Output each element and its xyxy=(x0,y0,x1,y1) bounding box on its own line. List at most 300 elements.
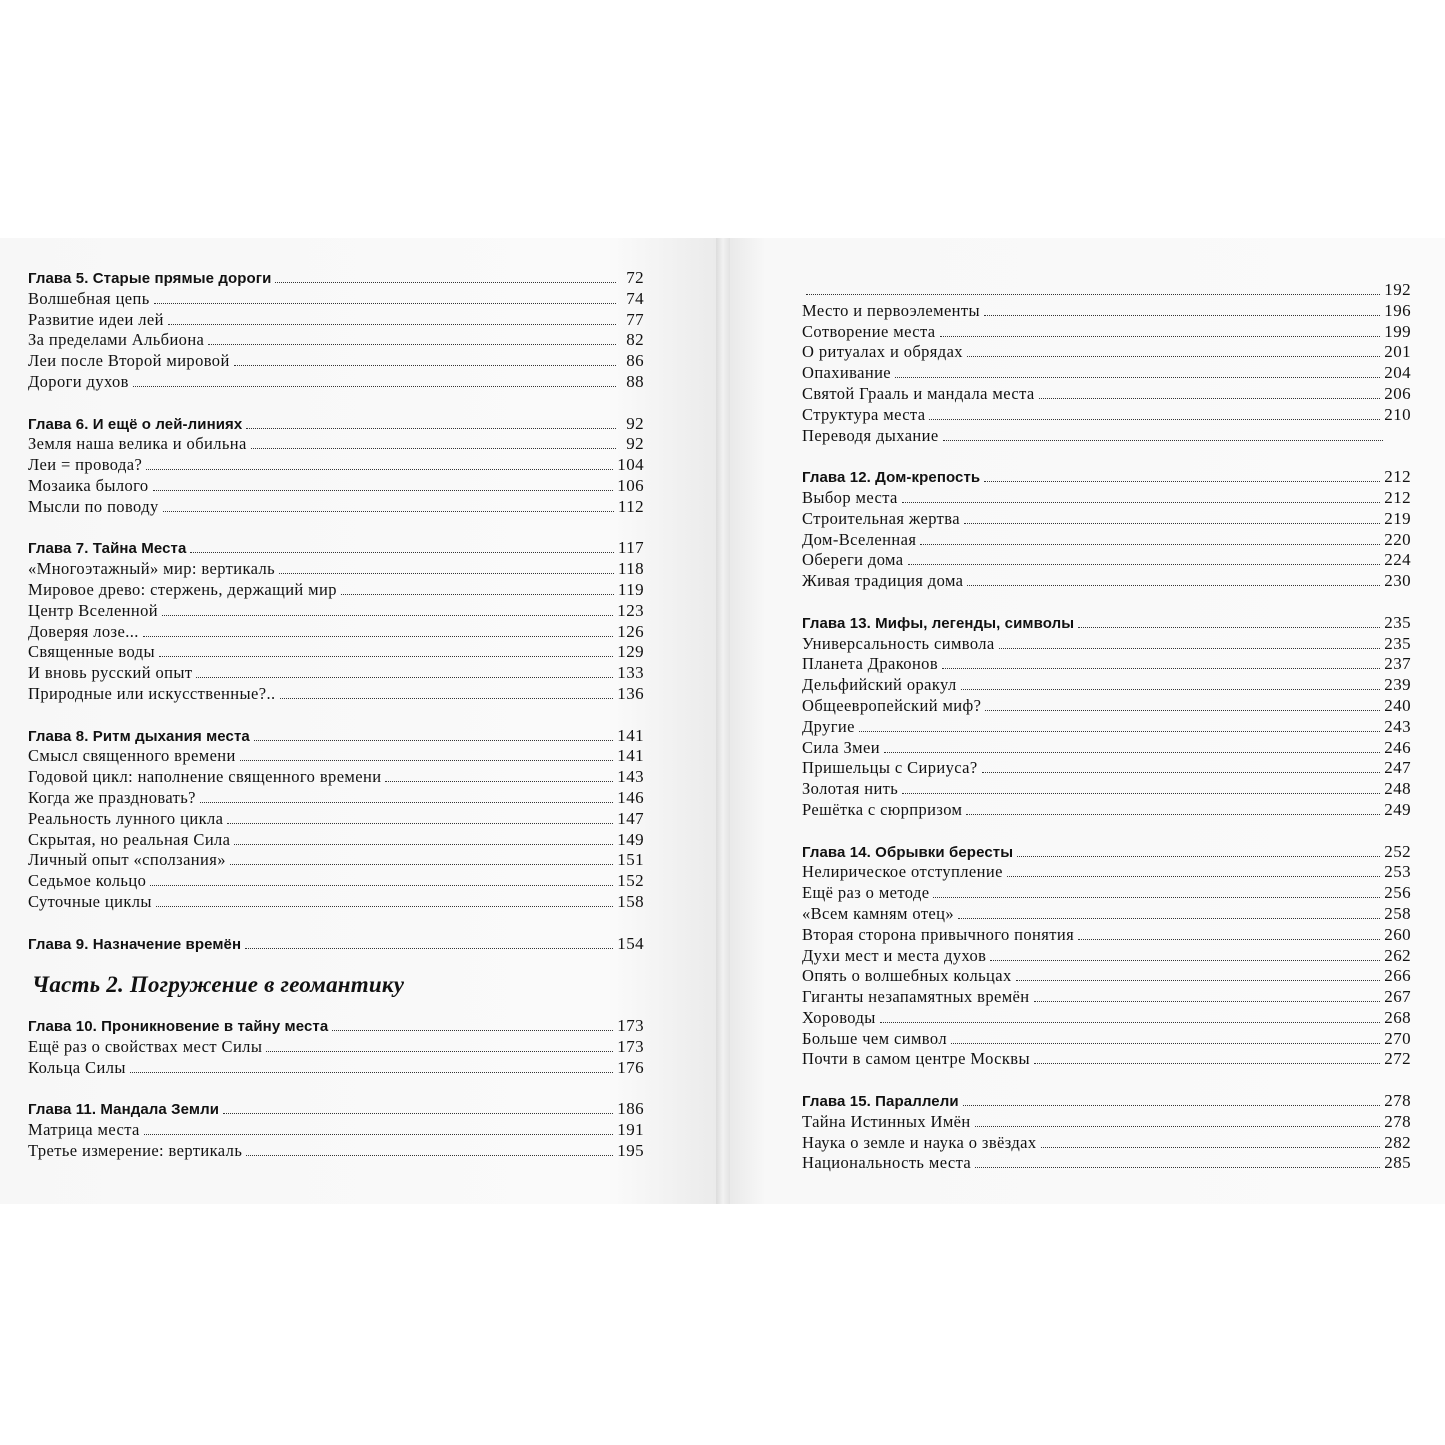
page-number: 74 xyxy=(626,288,644,308)
entry-title: Переводя дыхание xyxy=(802,425,939,445)
toc-entry-row xyxy=(28,892,644,913)
entry-title: Живая традиция дома xyxy=(802,571,964,591)
dot-leader xyxy=(1041,1147,1381,1148)
dot-leader xyxy=(280,698,614,699)
dot-leader xyxy=(133,386,616,387)
toc-entry-row xyxy=(802,322,1411,343)
page-number: 266 xyxy=(1384,966,1411,986)
dot-leader xyxy=(196,677,613,678)
toc-entry-row xyxy=(802,342,1411,363)
entry-title: Тайна Истинных Имён xyxy=(802,1111,971,1131)
toc-chapter-row xyxy=(802,467,1411,488)
page-number: 253 xyxy=(1384,862,1411,882)
dot-leader xyxy=(1007,876,1380,877)
page-number: 149 xyxy=(617,829,644,849)
toc-entry-row xyxy=(802,571,1411,592)
toc-entry-row xyxy=(802,550,1411,571)
page-number: 152 xyxy=(617,871,644,891)
dot-leader xyxy=(929,419,1380,420)
page-number: 88 xyxy=(626,371,644,391)
toc-entry-row xyxy=(802,509,1411,530)
dot-leader xyxy=(266,1051,613,1052)
page-number: 240 xyxy=(1384,695,1411,715)
toc-entry-row xyxy=(802,966,1411,987)
chapter-title: Глава 14. Обрывки бересты xyxy=(802,843,1014,861)
entry-title: Духи мест и места духов xyxy=(802,945,987,965)
entry-title: И вновь русский опыт xyxy=(28,663,193,683)
chapter-title: Глава 12. Дом-крепость xyxy=(802,469,981,487)
dot-leader xyxy=(154,303,616,304)
entry-title: За пределами Альбиона xyxy=(28,330,205,350)
dot-leader xyxy=(168,324,616,325)
chapter-title: Глава 11. Мандала Земли xyxy=(28,1101,220,1119)
dot-leader xyxy=(984,481,1380,482)
page-number: 143 xyxy=(617,767,644,787)
group-spacer xyxy=(802,821,1411,842)
dot-leader xyxy=(963,1105,1381,1106)
dot-leader xyxy=(208,344,616,345)
toc-chapter-group xyxy=(28,538,644,704)
toc-entry-row xyxy=(28,663,644,684)
page-number: 235 xyxy=(1384,612,1411,632)
page-number: 278 xyxy=(1384,1091,1411,1111)
toc-entry-row xyxy=(28,1058,644,1079)
dot-leader xyxy=(385,781,613,782)
dot-leader xyxy=(251,448,616,449)
toc-chapter-row xyxy=(28,1016,644,1037)
dot-leader xyxy=(234,365,616,366)
toc-chapter-group xyxy=(802,1091,1411,1174)
dot-leader xyxy=(130,1072,613,1073)
toc-entry-row xyxy=(802,654,1411,675)
group-spacer xyxy=(802,446,1411,467)
chapter-title: Глава 9. Назначение времён xyxy=(28,935,242,953)
page-number: 201 xyxy=(1384,342,1411,362)
dot-leader xyxy=(156,906,613,907)
page-number: 239 xyxy=(1384,675,1411,695)
dot-leader xyxy=(246,1155,613,1156)
entry-title: Ещё раз о методе xyxy=(802,883,930,903)
toc-entry-row xyxy=(28,642,644,663)
dot-leader xyxy=(966,814,1380,815)
toc-entry-row xyxy=(28,809,644,830)
dot-leader xyxy=(967,585,1380,586)
dot-leader xyxy=(162,615,613,616)
group-spacer xyxy=(28,913,644,934)
toc-entry-row xyxy=(802,1133,1411,1154)
page-number: 92 xyxy=(626,413,644,433)
page-number: 147 xyxy=(617,808,644,828)
page-number: 262 xyxy=(1384,945,1411,965)
page-number: 92 xyxy=(626,434,644,454)
entry-title: Земля наша велика и обильна xyxy=(28,434,247,454)
group-spacer xyxy=(802,592,1411,613)
dot-leader xyxy=(895,377,1380,378)
page-number: 210 xyxy=(1384,404,1411,424)
page-number: 278 xyxy=(1384,1111,1411,1131)
dot-leader xyxy=(234,844,613,845)
toc-entry-row xyxy=(28,455,644,476)
entry-title: Седьмое кольцо xyxy=(28,871,147,891)
page-number: 199 xyxy=(1384,321,1411,341)
page-number: 158 xyxy=(617,891,644,911)
page-number: 117 xyxy=(617,538,644,558)
page-number: 235 xyxy=(1384,633,1411,653)
entry-title: Другие xyxy=(802,716,855,736)
entry-title: Скрытая, но реальная Сила xyxy=(28,829,231,849)
dot-leader xyxy=(975,1167,1380,1168)
entry-title: Мысли по поводу xyxy=(28,496,159,516)
toc-entry-row xyxy=(802,280,1411,301)
dot-leader xyxy=(254,740,613,741)
dot-leader xyxy=(902,793,1380,794)
entry-title: Гиганты незапамятных времён xyxy=(802,987,1030,1007)
page-number: 258 xyxy=(1384,903,1411,923)
part-heading: Часть 2. Погружение в геомантику xyxy=(32,972,405,998)
toc-entry-row xyxy=(802,800,1411,821)
dot-leader xyxy=(880,1022,1381,1023)
chapter-title: Глава 15. Параллели xyxy=(802,1093,959,1111)
dot-leader xyxy=(902,502,1381,503)
dot-leader xyxy=(1078,627,1380,628)
page-number: 118 xyxy=(617,559,644,579)
entry-title: Место и первоэлементы xyxy=(802,300,981,320)
toc-entry-row xyxy=(802,925,1411,946)
toc-entry-row xyxy=(28,684,644,705)
book-spread xyxy=(0,238,1445,1204)
page-number: 146 xyxy=(617,787,644,807)
chapter-title: Глава 8. Ритм дыхания места xyxy=(28,727,250,745)
page-number: 133 xyxy=(617,663,644,683)
page-number: 129 xyxy=(617,642,644,662)
toc-entry-row xyxy=(28,850,644,871)
dot-leader xyxy=(1017,856,1380,857)
entry-title: Развитие идеи лей xyxy=(28,309,164,329)
page-number: 119 xyxy=(617,579,644,599)
toc-entry-row xyxy=(28,767,644,788)
dot-leader xyxy=(146,469,613,470)
page-number: 195 xyxy=(617,1141,644,1161)
toc-entry-row xyxy=(28,746,644,767)
entry-title: Хороводы xyxy=(802,1007,876,1027)
dot-leader xyxy=(806,294,1380,295)
toc-entry-row xyxy=(802,696,1411,717)
toc-entry-row xyxy=(802,301,1411,322)
toc-entry-row xyxy=(28,1037,644,1058)
dot-leader xyxy=(964,523,1380,524)
group-spacer xyxy=(28,705,644,726)
page-number: 270 xyxy=(1384,1028,1411,1048)
toc-chapter-row xyxy=(802,842,1411,863)
page-number: 77 xyxy=(626,309,644,329)
entry-title: Природные или искусственные?.. xyxy=(28,683,276,703)
toc-entry-row xyxy=(802,405,1411,426)
entry-title: Наука о земле и наука о звёздах xyxy=(802,1132,1037,1152)
page-number: 230 xyxy=(1384,571,1411,591)
dot-leader xyxy=(200,802,613,803)
group-spacer xyxy=(802,1070,1411,1091)
toc-entry-row xyxy=(28,788,644,809)
toc-entry-row xyxy=(802,530,1411,551)
entry-title: Мозаика былого xyxy=(28,475,149,495)
dot-leader xyxy=(163,511,614,512)
page-number: 141 xyxy=(617,725,644,745)
page-number: 248 xyxy=(1384,779,1411,799)
page-number: 256 xyxy=(1384,883,1411,903)
toc-entry-row xyxy=(28,559,644,580)
entry-title: Планета Драконов xyxy=(802,654,939,674)
dot-leader xyxy=(967,356,1380,357)
group-spacer xyxy=(28,393,644,414)
dot-leader xyxy=(240,760,614,761)
dot-leader xyxy=(859,731,1380,732)
page-number: 206 xyxy=(1384,383,1411,403)
entry-title: Опахивание xyxy=(802,363,892,383)
toc-entry-row xyxy=(28,580,644,601)
entry-title: «Многоэтажный» мир: вертикаль xyxy=(28,559,276,579)
entry-title: Личный опыт «сползания» xyxy=(28,850,226,870)
dot-leader xyxy=(144,1134,614,1135)
entry-title: Центр Вселенной xyxy=(28,600,159,620)
page-number: 104 xyxy=(617,455,644,475)
toc-entry-row xyxy=(28,601,644,622)
toc-chapter-row xyxy=(28,268,644,289)
toc-chapter-row xyxy=(802,613,1411,634)
entry-title: Нелирическое отступление xyxy=(802,862,1003,882)
dot-leader xyxy=(990,960,1380,961)
right-toc-lead-items xyxy=(802,280,1411,467)
entry-title: Доверяя лозе... xyxy=(28,621,139,641)
toc-entry-row xyxy=(802,862,1411,883)
toc-chapter-group xyxy=(28,414,644,518)
entry-title: Кольца Силы xyxy=(28,1057,126,1077)
toc-chapter-group xyxy=(28,268,644,393)
toc-entry-row xyxy=(802,717,1411,738)
dot-leader xyxy=(332,1030,613,1031)
toc-entry-row xyxy=(802,904,1411,925)
entry-title: Структура места xyxy=(802,404,926,424)
dot-leader xyxy=(951,1043,1380,1044)
book-gutter xyxy=(716,238,730,1204)
toc-chapter-row xyxy=(28,1099,644,1120)
toc-entry-row xyxy=(802,1008,1411,1029)
toc-entry-row xyxy=(28,372,644,393)
toc-entry-row xyxy=(28,830,644,851)
page-number: 249 xyxy=(1384,799,1411,819)
dot-leader xyxy=(961,689,1381,690)
page-number: 191 xyxy=(617,1120,644,1140)
dot-leader xyxy=(884,752,1380,753)
entry-title: Волшебная цепь xyxy=(28,288,150,308)
toc-entry-row xyxy=(28,310,644,331)
dot-leader xyxy=(1016,980,1381,981)
toc-entry-row xyxy=(802,426,1411,447)
entry-title: Годовой цикл: наполнение священного времени xyxy=(28,767,382,787)
dot-leader xyxy=(153,490,614,491)
group-spacer xyxy=(28,1079,644,1100)
toc-chapter-row xyxy=(802,1091,1411,1112)
entry-title: Опять о волшебных кольцах xyxy=(802,966,1012,986)
entry-title: Строительная жертва xyxy=(802,508,960,528)
dot-leader xyxy=(1034,1063,1380,1064)
entry-title: Дельфийский оракул xyxy=(802,675,957,695)
dot-leader xyxy=(275,282,616,283)
page-number: 204 xyxy=(1384,363,1411,383)
right-toc-groups xyxy=(802,467,1411,1174)
entry-title: Дом-Вселенная xyxy=(802,529,917,549)
entry-title: Решётка с сюрпризом xyxy=(802,799,963,819)
entry-title: Пришельцы с Сириуса? xyxy=(802,758,978,778)
chapter-title: Глава 10. Проникновение в тайну места xyxy=(28,1018,329,1036)
toc-entry-row xyxy=(28,289,644,310)
entry-title: Когда же праздновать? xyxy=(28,787,196,807)
toc-chapter-group xyxy=(802,613,1411,821)
dot-leader xyxy=(933,897,1380,898)
dot-leader xyxy=(1034,1001,1381,1002)
toc-entry-row xyxy=(28,330,644,351)
toc-chapter-row xyxy=(28,934,644,955)
toc-chapter-group xyxy=(802,842,1411,1071)
entry-title: Ещё раз о свойствах мест Силы xyxy=(28,1037,263,1057)
dot-leader xyxy=(341,594,614,595)
entry-title: Смысл священного времени xyxy=(28,746,236,766)
page-number: 123 xyxy=(617,600,644,620)
dot-leader xyxy=(943,440,1383,441)
entry-title: Общеевропейский миф? xyxy=(802,695,982,715)
toc-chapter-row xyxy=(28,414,644,435)
entry-title: Священные воды xyxy=(28,642,155,662)
toc-entry-row xyxy=(802,1029,1411,1050)
dot-leader xyxy=(975,1126,1381,1127)
page-number: 126 xyxy=(617,621,644,641)
dot-leader xyxy=(223,1113,613,1114)
dot-leader xyxy=(246,428,616,429)
toc-chapter-group xyxy=(28,934,644,955)
dot-leader xyxy=(279,573,614,574)
toc-entry-row xyxy=(802,634,1411,655)
dot-leader xyxy=(1039,398,1381,399)
page-number: 196 xyxy=(1384,300,1411,320)
entry-title: Вторая сторона привычного понятия xyxy=(802,924,1075,944)
dot-leader xyxy=(999,648,1381,649)
dot-leader xyxy=(159,656,613,657)
toc-entry-row xyxy=(802,675,1411,696)
dot-leader xyxy=(227,823,613,824)
page-number: 212 xyxy=(1384,467,1411,487)
toc-entry-row xyxy=(28,1141,644,1162)
chapter-title: Глава 6. И ещё о лей-линиях xyxy=(28,415,243,433)
entry-title: Универсальность символа xyxy=(802,633,995,653)
entry-title: Выбор места xyxy=(802,487,898,507)
toc-entry-row xyxy=(28,497,644,518)
page-number: 192 xyxy=(1384,280,1411,299)
left-toc-groups xyxy=(28,268,644,954)
dot-leader xyxy=(982,772,1381,773)
toc-entry-row xyxy=(802,1153,1411,1174)
dot-leader xyxy=(143,636,614,637)
entry-title: Леи после Второй мировой xyxy=(28,351,230,371)
page-number: 212 xyxy=(1384,487,1411,507)
page-number: 82 xyxy=(626,330,644,350)
right-toc-column xyxy=(802,280,1411,1174)
toc-entry-row xyxy=(28,871,644,892)
chapter-title: Глава 7. Тайна Места xyxy=(28,540,187,558)
entry-title: Третье измерение: вертикаль xyxy=(28,1141,243,1161)
page-number: 136 xyxy=(617,683,644,703)
page-number: 186 xyxy=(617,1099,644,1119)
page-number: 141 xyxy=(617,746,644,766)
entry-title: Реальность лунного цикла xyxy=(28,808,224,828)
toc-entry-row xyxy=(28,1120,644,1141)
chapter-title: Глава 13. Мифы, легенды, символы xyxy=(802,614,1075,632)
dot-leader xyxy=(984,315,1380,316)
page-number: 154 xyxy=(617,933,644,953)
entry-title: Леи = провода? xyxy=(28,455,143,475)
toc-entry-row xyxy=(802,738,1411,759)
dot-leader xyxy=(1078,939,1380,940)
page-number: 220 xyxy=(1384,529,1411,549)
page-number: 285 xyxy=(1384,1153,1411,1173)
page-number: 151 xyxy=(617,850,644,870)
toc-entry-row xyxy=(28,622,644,643)
toc-entry-row xyxy=(802,1049,1411,1070)
dot-leader xyxy=(958,918,1380,919)
toc-entry-row xyxy=(802,363,1411,384)
dot-leader xyxy=(150,885,613,886)
page-number: 219 xyxy=(1384,508,1411,528)
page-number: 268 xyxy=(1384,1007,1411,1027)
page-number: 247 xyxy=(1384,758,1411,778)
toc-chapter-group xyxy=(28,726,644,913)
toc-entry-row xyxy=(802,987,1411,1008)
page-number: 282 xyxy=(1384,1132,1411,1152)
toc-chapter-group xyxy=(802,467,1411,592)
entry-title: Золотая нить xyxy=(802,779,899,799)
page-number: 176 xyxy=(617,1057,644,1077)
page-number: 86 xyxy=(626,351,644,371)
toc-entry-row xyxy=(802,384,1411,405)
left-toc-column xyxy=(28,268,644,1162)
toc-entry-row xyxy=(802,488,1411,509)
left-toc-groups-part2 xyxy=(28,1016,644,1162)
toc-entry-row xyxy=(28,351,644,372)
page-number: 106 xyxy=(617,475,644,495)
page-number: 173 xyxy=(617,1037,644,1057)
toc-entry-row xyxy=(28,434,644,455)
toc-chapter-group xyxy=(28,1016,644,1078)
page-number: 267 xyxy=(1384,987,1411,1007)
dot-leader xyxy=(230,864,613,865)
chapter-title: Глава 5. Старые прямые дороги xyxy=(28,270,272,287)
toc-entry-row xyxy=(802,779,1411,800)
entry-title: Мировое древо: стержень, держащий мир xyxy=(28,579,337,599)
toc-chapter-row xyxy=(28,538,644,559)
page-number: 272 xyxy=(1384,1049,1411,1069)
entry-title: «Всем камням отец» xyxy=(802,903,955,923)
entry-title: Святой Грааль и мандала места xyxy=(802,383,1035,403)
page-number: 243 xyxy=(1384,716,1411,736)
dot-leader xyxy=(245,948,613,949)
page-number: 246 xyxy=(1384,737,1411,757)
dot-leader xyxy=(190,552,613,553)
dot-leader xyxy=(920,544,1380,545)
entry-title: Сотворение места xyxy=(802,321,936,341)
entry-title: Почти в самом центре Москвы xyxy=(802,1049,1030,1069)
page-number: 173 xyxy=(617,1016,644,1036)
toc-entry-row xyxy=(802,883,1411,904)
toc-entry-row xyxy=(802,946,1411,967)
page-number: 260 xyxy=(1384,924,1411,944)
